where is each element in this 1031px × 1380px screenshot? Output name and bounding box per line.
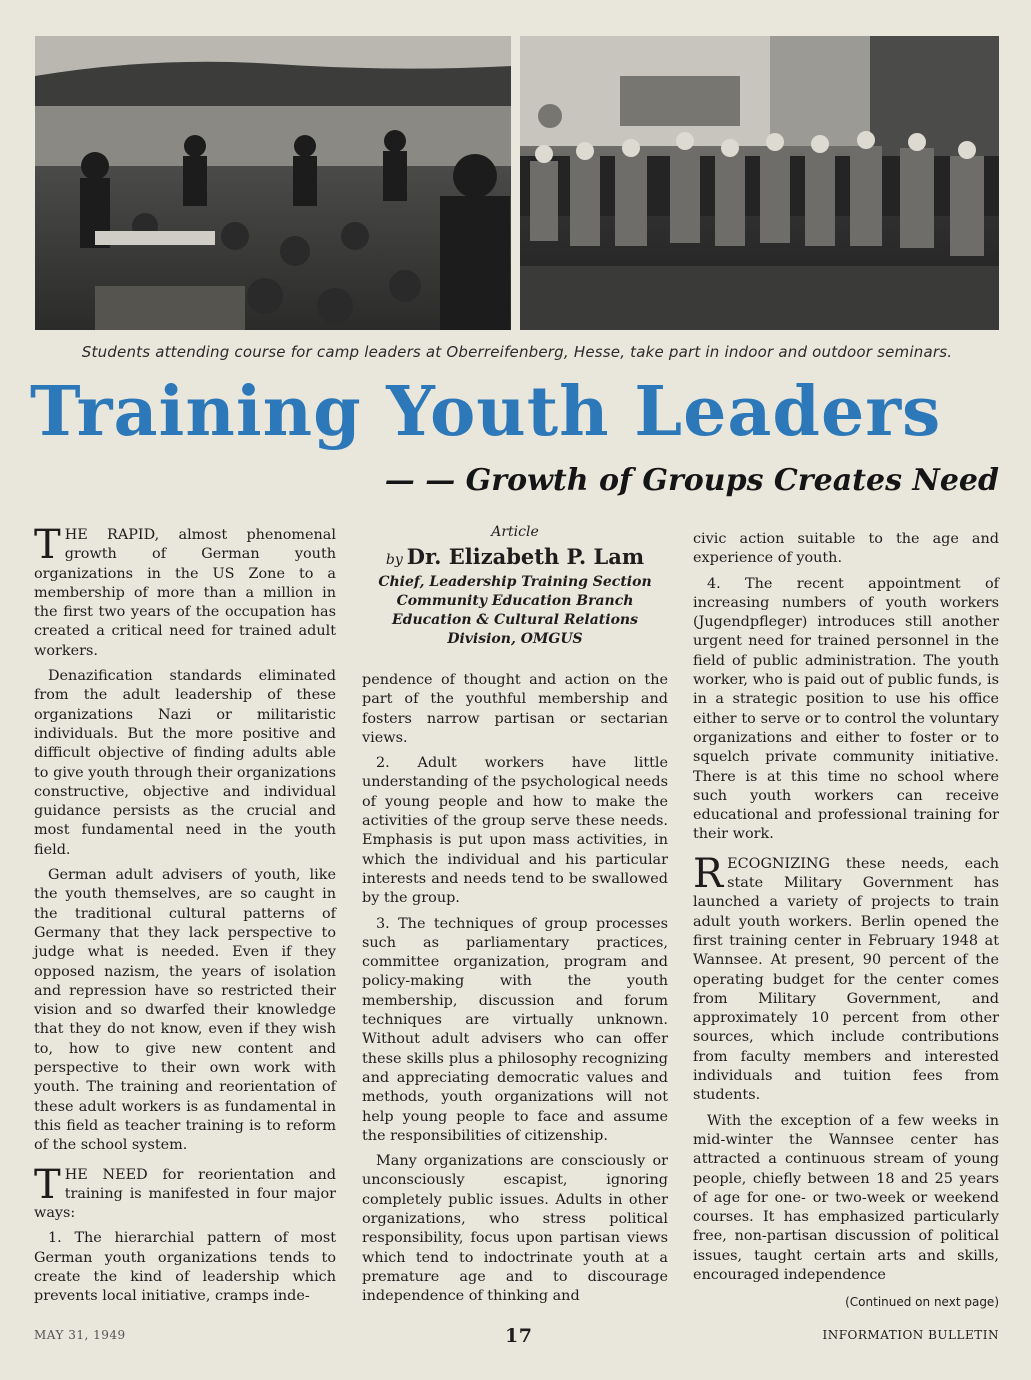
author-affiliation: [362, 573, 668, 649]
article-subheadline: — — Growth of Groups Creates Need: [384, 463, 999, 498]
author-name-text: Dr. Elizabeth P. Lam: [406, 544, 645, 569]
drop-cap: T: [34, 522, 61, 568]
paragraph-text: ECOGNIZING these needs, each state Military Government has launched a variety of projects to train adult youth workers. Berlin opened the first training center in February 1948 at Wannsee. At present, 90 percent of the operating budget for the center comes from Military Government, and approximately 10 percent from other sources, which include contributions from faculty members and interested individuals and tuition fees from students.: [693, 855, 999, 1104]
paragraph-text: HE RAPID, almost phenomenal growth of German youth organizations in the US Zone to a membership of more than a million in the first two years of the occupation has created a critical need for trained adult workers.: [34, 527, 336, 659]
paragraph: [693, 850, 999, 1106]
paragraph-text: HE NEED for reorientation and training is manifested in four major ways:: [34, 1166, 336, 1222]
paragraph: [34, 522, 336, 661]
drop-cap: R: [693, 850, 724, 897]
author-name: [362, 544, 668, 569]
article-headline: Training Youth Leaders: [30, 372, 942, 452]
paragraph: With the exception of a few weeks in mid-winter the Wannsee center has attracted a continuous stream of young people, chiefly between 18 and 25 years of age for one- or two-week or weekend courses. It has emphasized particularly free, non-partisan discussion of political issues, taught certain arts and skills, encouraged independence: [693, 1112, 999, 1283]
paragraph: German adult advisers of youth, like the youth themselves, are so caught in the traditional cultural patterns of Germany that they lack perspective to judge what is needed. Even if they opposed nazism, the years of isolation and repression have so restricted their vision and so dwarfed their knowledge that they do not know, even if they wish to, how to give new content and perspective to their own work with youth. The training and reorientation of these adult workers is as fundamental in this field as teacher training is to reform of the school system.: [34, 867, 336, 1154]
photo-caption: Students attending course for camp leaders at Oberreifenberg, Hesse, take part in indoor and outdoor seminars.: [81, 343, 953, 361]
column-1: [34, 522, 336, 1313]
paragraph: 4. The recent appointment of increasing numbers of youth workers (Jugendpfleger) introduces still another urgent need for trained personnel in the field of public administration. The youth worker, who is paid out of public funds, is in a strategic position to use his office either to serve or to control the voluntary organizations and either to foster or to squelch private community initiative. There is at this time no school where such youth workers can receive educational and professional training for their work.: [693, 575, 999, 843]
affiliation-line: Education & Cultural Relations: [392, 612, 638, 628]
paragraph: 2. Adult workers have little understanding of the psychological needs of young people and how to make the activities of the group serve these needs. Emphasis is put upon mass activities, in which the individual and his particular interests and needs tend to be swallowed by the group.: [362, 755, 668, 907]
paragraph: 3. The techniques of group processes such as parliamentary practices, committee organization, program and policy-making with the youth membership, discussion and forum techniques are virtually unknown. Without adult advisers who can offer these skills plus a philosophy recognizing and appreciating democratic values and methods, youth organizations will not help young people to face and assume the responsibilities of citizenship.: [362, 915, 668, 1144]
paragraph: 1. The hierarchial pattern of most German youth organizations tends to create the kind of leadership which prevents local initiative, cramps inde-: [34, 1230, 336, 1305]
publication-name: INFORMATION BULLETIN: [822, 1328, 999, 1342]
paragraph: Denazification standards eliminated from the adult leadership of these organizations Nazi or militaristic individuals. But the more positive and difficult objective of finding adults able to give youth through their organizations constructive, objective and individual guidance persists as the crucial and most fundamental need in the youth field.: [34, 668, 336, 858]
continued-note: (Continued on next page): [845, 1295, 999, 1309]
indoor-seminar-photo: [520, 36, 999, 330]
outdoor-seminar-photo: [35, 36, 511, 330]
affiliation-line: Chief, Leadership Training Section: [378, 574, 652, 590]
paragraph: civic action suitable to the age and experience of youth.: [693, 531, 999, 567]
drop-cap: T: [34, 1161, 61, 1208]
byline: [362, 524, 668, 649]
paragraph: pendence of thought and action on the part of the youthful membership and fosters narrow partisan or sectarian views.: [362, 672, 668, 746]
issue-date: MAY 31, 1949: [34, 1328, 126, 1342]
byline-by: by: [385, 552, 403, 568]
paragraph: Many organizations are consciously or unconsciously escapist, ignoring completely public issues. Adults in other organizations, who stress political responsibility, focus upon partisan views which tend to indoctrinate youth at a premature age and to discourage independence of thinking and: [362, 1153, 668, 1305]
column-2: [362, 671, 668, 1313]
column-3: [693, 530, 999, 1291]
affiliation-line: Division, OMGUS: [447, 631, 583, 647]
paragraph: [34, 1161, 336, 1224]
affiliation-line: Community Education Branch: [396, 593, 634, 609]
byline-label: Article: [491, 524, 539, 540]
page-number: 17: [505, 1325, 533, 1347]
